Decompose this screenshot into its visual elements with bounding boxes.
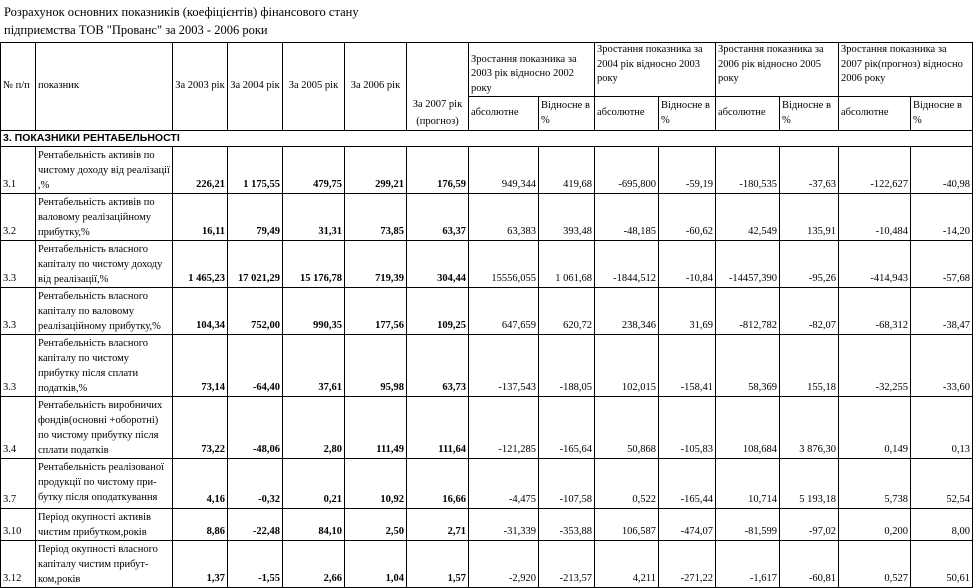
growth-absolute-cell: 238,346 bbox=[595, 287, 659, 334]
year-value-cell: 304,44 bbox=[407, 240, 469, 287]
growth-absolute-cell: -180,535 bbox=[716, 146, 780, 193]
year-value-cell: 37,61 bbox=[283, 334, 345, 396]
table-row bbox=[1, 240, 973, 287]
year-value-cell: 1 465,23 bbox=[173, 240, 228, 287]
header-growth-2004: Зростання показника за 2004 рік відносно 2003 року bbox=[595, 43, 716, 97]
growth-relative-cell: -33,60 bbox=[911, 334, 973, 396]
year-value-cell: 15 176,78 bbox=[283, 240, 345, 287]
year-value-cell: 226,21 bbox=[173, 146, 228, 193]
year-value-cell: 2,50 bbox=[345, 508, 407, 540]
header-no: № п/п bbox=[1, 43, 36, 131]
year-value-cell: -64,40 bbox=[228, 334, 283, 396]
year-value-cell: 299,21 bbox=[345, 146, 407, 193]
growth-relative-cell: 8,00 bbox=[911, 508, 973, 540]
growth-relative-cell: 419,68 bbox=[539, 146, 595, 193]
table-row bbox=[1, 334, 973, 396]
year-value-cell: 2,66 bbox=[283, 540, 345, 587]
growth-relative-cell: -10,84 bbox=[659, 240, 716, 287]
header-relative-4: Відносне в % bbox=[911, 97, 973, 131]
growth-relative-cell: -353,88 bbox=[539, 508, 595, 540]
header-2006: За 2006 рік bbox=[345, 43, 407, 131]
growth-absolute-cell: -10,484 bbox=[839, 193, 911, 240]
growth-relative-cell: -14,20 bbox=[911, 193, 973, 240]
year-value-cell: 73,22 bbox=[173, 396, 228, 458]
growth-relative-cell: -57,68 bbox=[911, 240, 973, 287]
growth-relative-cell: -97,02 bbox=[780, 508, 839, 540]
row-number: 3.3 bbox=[1, 334, 36, 396]
financial-indicators-table bbox=[0, 42, 973, 588]
growth-absolute-cell: 15556,055 bbox=[469, 240, 539, 287]
growth-absolute-cell: -14457,390 bbox=[716, 240, 780, 287]
year-value-cell: 10,92 bbox=[345, 458, 407, 508]
growth-relative-cell: 393,48 bbox=[539, 193, 595, 240]
table-row bbox=[1, 508, 973, 540]
growth-relative-cell: 155,18 bbox=[780, 334, 839, 396]
indicator-name: Рентабельність власного капіталу по валовому реалізаційному прибутку,% bbox=[36, 287, 173, 334]
header-relative-3: Відносне в % bbox=[780, 97, 839, 131]
indicator-name: Період окупності активів чистим прибутком,років bbox=[36, 508, 173, 540]
growth-absolute-cell: 949,344 bbox=[469, 146, 539, 193]
row-number: 3.1 bbox=[1, 146, 36, 193]
year-value-cell: 752,00 bbox=[228, 287, 283, 334]
growth-absolute-cell: 647,659 bbox=[469, 287, 539, 334]
header-absolute-4: абсолютне bbox=[839, 97, 911, 131]
growth-absolute-cell: 108,684 bbox=[716, 396, 780, 458]
year-value-cell: 73,85 bbox=[345, 193, 407, 240]
table-row bbox=[1, 540, 973, 587]
year-value-cell: -48,06 bbox=[228, 396, 283, 458]
growth-absolute-cell: 42,549 bbox=[716, 193, 780, 240]
year-value-cell: 1,57 bbox=[407, 540, 469, 587]
indicator-name: Рентабельність власного капіталу по чистому доходу від реалізації,% bbox=[36, 240, 173, 287]
growth-relative-cell: 50,61 bbox=[911, 540, 973, 587]
year-value-cell: 73,14 bbox=[173, 334, 228, 396]
document-title-line-1: Розрахунок основних показників (коефіцієнтів) фінансового стану bbox=[4, 5, 359, 19]
growth-relative-cell: 5 193,18 bbox=[780, 458, 839, 508]
year-value-cell: 2,71 bbox=[407, 508, 469, 540]
row-number: 3.3 bbox=[1, 240, 36, 287]
header-2005: За 2005 рік bbox=[283, 43, 345, 131]
growth-absolute-cell: 10,714 bbox=[716, 458, 780, 508]
year-value-cell: 2,80 bbox=[283, 396, 345, 458]
growth-absolute-cell: 58,369 bbox=[716, 334, 780, 396]
growth-absolute-cell: -122,627 bbox=[839, 146, 911, 193]
growth-absolute-cell: 4,211 bbox=[595, 540, 659, 587]
row-number: 3.3 bbox=[1, 287, 36, 334]
growth-relative-cell: -188,05 bbox=[539, 334, 595, 396]
growth-absolute-cell: -137,543 bbox=[469, 334, 539, 396]
growth-absolute-cell: -48,185 bbox=[595, 193, 659, 240]
year-value-cell: 104,34 bbox=[173, 287, 228, 334]
growth-relative-cell: -213,57 bbox=[539, 540, 595, 587]
year-value-cell: 176,59 bbox=[407, 146, 469, 193]
year-value-cell: 16,11 bbox=[173, 193, 228, 240]
indicator-name: Період окупності власного капіталу чистим прибут-ком,років bbox=[36, 540, 173, 587]
growth-relative-cell: -40,98 bbox=[911, 146, 973, 193]
growth-absolute-cell: -2,920 bbox=[469, 540, 539, 587]
growth-relative-cell: 31,69 bbox=[659, 287, 716, 334]
indicator-name: Рентабельність активів по чистому доходу від реалізації ,% bbox=[36, 146, 173, 193]
growth-relative-cell: -60,62 bbox=[659, 193, 716, 240]
indicator-name: Рентабельність виробничих фондів(основні +оборотні) по чистому прибутку після сплати податків bbox=[36, 396, 173, 458]
indicator-name: Рентабельність власного капіталу по чистому прибутку після сплати податків,% bbox=[36, 334, 173, 396]
row-number: 3.10 bbox=[1, 508, 36, 540]
header-2004: За 2004 рік bbox=[228, 43, 283, 131]
growth-absolute-cell: -4,475 bbox=[469, 458, 539, 508]
year-value-cell: 31,31 bbox=[283, 193, 345, 240]
table-row bbox=[1, 146, 973, 193]
growth-absolute-cell: -1,617 bbox=[716, 540, 780, 587]
year-value-cell: 719,39 bbox=[345, 240, 407, 287]
year-value-cell: 0,21 bbox=[283, 458, 345, 508]
year-value-cell: 63,37 bbox=[407, 193, 469, 240]
year-value-cell: 1,04 bbox=[345, 540, 407, 587]
growth-relative-cell: -107,58 bbox=[539, 458, 595, 508]
year-value-cell: 16,66 bbox=[407, 458, 469, 508]
document-title-line-2: підприємства ТОВ "Прованс" за 2003 - 2006 роки bbox=[4, 23, 268, 37]
header-relative-1: Відносне в % bbox=[539, 97, 595, 131]
growth-relative-cell: -165,44 bbox=[659, 458, 716, 508]
growth-absolute-cell: -695,800 bbox=[595, 146, 659, 193]
year-value-cell: -22,48 bbox=[228, 508, 283, 540]
year-value-cell: 1 175,55 bbox=[228, 146, 283, 193]
growth-absolute-cell: 0,149 bbox=[839, 396, 911, 458]
row-number: 3.12 bbox=[1, 540, 36, 587]
growth-absolute-cell: 63,383 bbox=[469, 193, 539, 240]
growth-relative-cell: -105,83 bbox=[659, 396, 716, 458]
growth-relative-cell: -158,41 bbox=[659, 334, 716, 396]
header-absolute-2: абсолютне bbox=[595, 97, 659, 131]
growth-absolute-cell: -68,312 bbox=[839, 287, 911, 334]
growth-relative-cell: 0,13 bbox=[911, 396, 973, 458]
growth-absolute-cell: -32,255 bbox=[839, 334, 911, 396]
growth-absolute-cell: 5,738 bbox=[839, 458, 911, 508]
year-value-cell: 109,25 bbox=[407, 287, 469, 334]
section-title: 3. ПОКАЗНИКИ РЕНТАБЕЛЬНОСТІ bbox=[1, 131, 228, 147]
year-value-cell: 990,35 bbox=[283, 287, 345, 334]
growth-absolute-cell: 106,587 bbox=[595, 508, 659, 540]
growth-relative-cell: -95,26 bbox=[780, 240, 839, 287]
year-value-cell: -0,32 bbox=[228, 458, 283, 508]
growth-relative-cell: -59,19 bbox=[659, 146, 716, 193]
table-row bbox=[1, 193, 973, 240]
year-value-cell: 111,64 bbox=[407, 396, 469, 458]
indicator-name: Рентабельність активів по валовому реалізаційному прибутку,% bbox=[36, 193, 173, 240]
header-growth-2006: Зростання показника за 2006 рік відносно 2005 року bbox=[716, 43, 839, 97]
growth-relative-cell: 620,72 bbox=[539, 287, 595, 334]
year-value-cell: 17 021,29 bbox=[228, 240, 283, 287]
year-value-cell: 84,10 bbox=[283, 508, 345, 540]
year-value-cell: 79,49 bbox=[228, 193, 283, 240]
growth-relative-cell: 52,54 bbox=[911, 458, 973, 508]
header-growth-2003: Зростання показника за 2003 рік відносно 2002 року bbox=[469, 43, 595, 97]
table-row bbox=[1, 287, 973, 334]
growth-absolute-cell: 102,015 bbox=[595, 334, 659, 396]
table-row bbox=[1, 458, 973, 508]
growth-relative-cell: -271,22 bbox=[659, 540, 716, 587]
growth-absolute-cell: -81,599 bbox=[716, 508, 780, 540]
header-absolute-3: абсолютне bbox=[716, 97, 780, 131]
year-value-cell: 177,56 bbox=[345, 287, 407, 334]
growth-relative-cell: 135,91 bbox=[780, 193, 839, 240]
row-number: 3.7 bbox=[1, 458, 36, 508]
growth-relative-cell: -37,63 bbox=[780, 146, 839, 193]
growth-relative-cell: 1 061,68 bbox=[539, 240, 595, 287]
year-value-cell: 95,98 bbox=[345, 334, 407, 396]
growth-absolute-cell: 0,200 bbox=[839, 508, 911, 540]
growth-absolute-cell: -812,782 bbox=[716, 287, 780, 334]
indicator-name: Рентабельність реалізованої продукції по чистому при-бутку після оподаткування bbox=[36, 458, 173, 508]
growth-absolute-cell: 50,868 bbox=[595, 396, 659, 458]
growth-absolute-cell: 0,527 bbox=[839, 540, 911, 587]
growth-absolute-cell: -1844,512 bbox=[595, 240, 659, 287]
growth-relative-cell: -165,64 bbox=[539, 396, 595, 458]
header-2007-forecast: За 2007 рік (прогноз) bbox=[407, 43, 469, 131]
growth-relative-cell: -38,47 bbox=[911, 287, 973, 334]
header-growth-2007: Зростання показника за 2007 рік(прогноз) відносно 2006 року bbox=[839, 43, 973, 97]
header-relative-2: Відносне в % bbox=[659, 97, 716, 131]
table-row bbox=[1, 396, 973, 458]
row-number: 3.4 bbox=[1, 396, 36, 458]
year-value-cell: 1,37 bbox=[173, 540, 228, 587]
year-value-cell: 111,49 bbox=[345, 396, 407, 458]
year-value-cell: 4,16 bbox=[173, 458, 228, 508]
growth-relative-cell: -82,07 bbox=[780, 287, 839, 334]
growth-relative-cell: -60,81 bbox=[780, 540, 839, 587]
year-value-cell: 479,75 bbox=[283, 146, 345, 193]
year-value-cell: 8,86 bbox=[173, 508, 228, 540]
header-absolute-1: абсолютне bbox=[469, 97, 539, 131]
growth-absolute-cell: -414,943 bbox=[839, 240, 911, 287]
growth-absolute-cell: 0,522 bbox=[595, 458, 659, 508]
header-indicator: показник bbox=[36, 43, 173, 131]
row-number: 3.2 bbox=[1, 193, 36, 240]
year-value-cell: 63,73 bbox=[407, 334, 469, 396]
year-value-cell: -1,55 bbox=[228, 540, 283, 587]
header-2003: За 2003 рік bbox=[173, 43, 228, 131]
growth-relative-cell: -474,07 bbox=[659, 508, 716, 540]
growth-absolute-cell: -121,285 bbox=[469, 396, 539, 458]
growth-relative-cell: 3 876,30 bbox=[780, 396, 839, 458]
growth-absolute-cell: -31,339 bbox=[469, 508, 539, 540]
